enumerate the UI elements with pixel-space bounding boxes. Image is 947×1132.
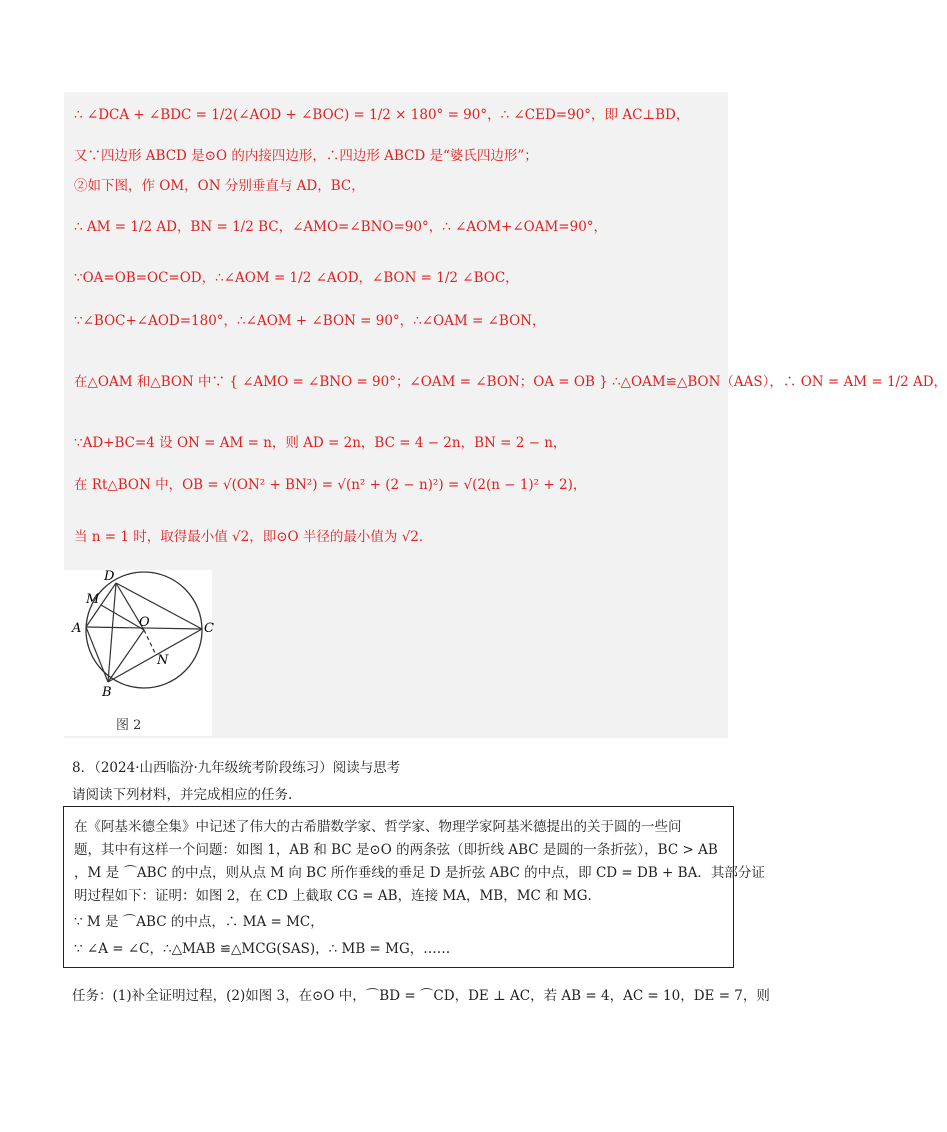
material-line-6: ∵ ∠A = ∠C，∴△MAB ≌△MCG(SAS)，∴ MB = MG，…… [74, 941, 451, 957]
solution-line-7: 在△OAM 和△BON 中∵ { ∠AMO = ∠BNO = 90°；∠OAM = ∠BON；OA = OB } ∴△OAM≌△BON（AAS），∴ ON = AM = 1/2 AD， [74, 374, 947, 390]
line-on [144, 630, 156, 655]
solution-panel [64, 92, 947, 738]
material-line-4: 明过程如下：证明：如图 2，在 CD 上截取 CG = AB，连接 MA，MB，MC 和 MG． [74, 888, 602, 904]
line-dc [116, 583, 202, 629]
label-c: C [204, 621, 214, 636]
label-b: B [102, 685, 112, 700]
solution-line-3: ②如下图，作 OM，ON 分别垂直与 AD，BC， [74, 178, 365, 194]
reading-material-box [63, 806, 765, 968]
figure-caption: 图 2 [116, 718, 142, 733]
label-o: O [139, 615, 150, 630]
material-line-1: 在《阿基米德全集》中记述了伟大的古希腊数学家、哲学家、物理学家阿基米德提出的关于圆的一些问 [74, 819, 682, 835]
line-bc [108, 629, 202, 682]
solution-line-8: ∵AD+BC=4 设 ON = AM = n，则 AD = 2n，BC = 4 − 2n，BN = 2 − n， [74, 435, 567, 451]
problem-intro: 请阅读下列材料，并完成相应的任务. [72, 787, 293, 803]
line-ab [86, 627, 108, 682]
solution-line-10: 当 n = 1 时，取得最小值 √2，即⊙O 半径的最小值为 √2． [74, 529, 433, 545]
material-line-3: ，M 是 ⌒ABC 的中点，则从点 M 向 BC 所作垂线的垂足 D 是折弦 ABC 的中点，即 CD = DB + BA．其部分证 [74, 865, 765, 881]
solution-line-1: ∴ ∠DCA + ∠BDC = 1/2(∠AOD + ∠BOC) = 1/2 × 180° = 90°，∴ ∠CED=90°，即 AC⊥BD， [74, 107, 690, 123]
figure-2 [64, 570, 212, 736]
material-line-5: ∵ M 是 ⌒ABC 的中点，∴ MA = MC， [74, 914, 324, 930]
solution-line-9: 在 Rt△BON 中，OB = √(ON² + BN²) = √(n² + (2 − n)²) = √(2(n − 1)² + 2)， [74, 477, 587, 493]
line-db [108, 583, 116, 682]
line-om [101, 605, 144, 630]
solution-line-4: ∴ AM = 1/2 AD，BN = 1/2 BC，∠AMO=∠BNO=90°，∴ ∠AOM+∠OAM=90°， [74, 219, 608, 235]
line-ob [108, 630, 144, 682]
solution-line-6: ∵∠BOC+∠AOD=180°，∴∠AOM + ∠BON = 90°，∴∠OAM = ∠BON， [74, 313, 546, 329]
label-d: D [104, 569, 115, 584]
label-a: A [72, 621, 82, 636]
circle-diagram [64, 570, 212, 710]
label-n: N [157, 653, 169, 668]
problem-heading: 8．（2024·山西临汾·九年级统考阶段练习）阅读与思考 [72, 760, 401, 776]
solution-line-5: ∵OA=OB=OC=OD，∴∠AOM = 1/2 ∠AOD，∠BON = 1/2 ∠BOC， [74, 270, 519, 286]
solution-line-2: 又∵四边形 ABCD 是⊙O 的内接四边形，∴四边形 ABCD 是“婆氏四边形”； [74, 148, 538, 164]
task-line: 任务：(1)补全证明过程，(2)如图 3，在⊙O 中，⌒BD = ⌒CD，DE ⊥ AC，若 AB = 4，AC = 10，DE = 7，则 [72, 988, 770, 1004]
material-line-2: 题，其中有这样一个问题：如图 1，AB 和 BC 是⊙O 的两条弦（即折线 ABC 是圆的一条折弦），BC > AB [74, 842, 718, 858]
label-m: M [86, 592, 100, 607]
